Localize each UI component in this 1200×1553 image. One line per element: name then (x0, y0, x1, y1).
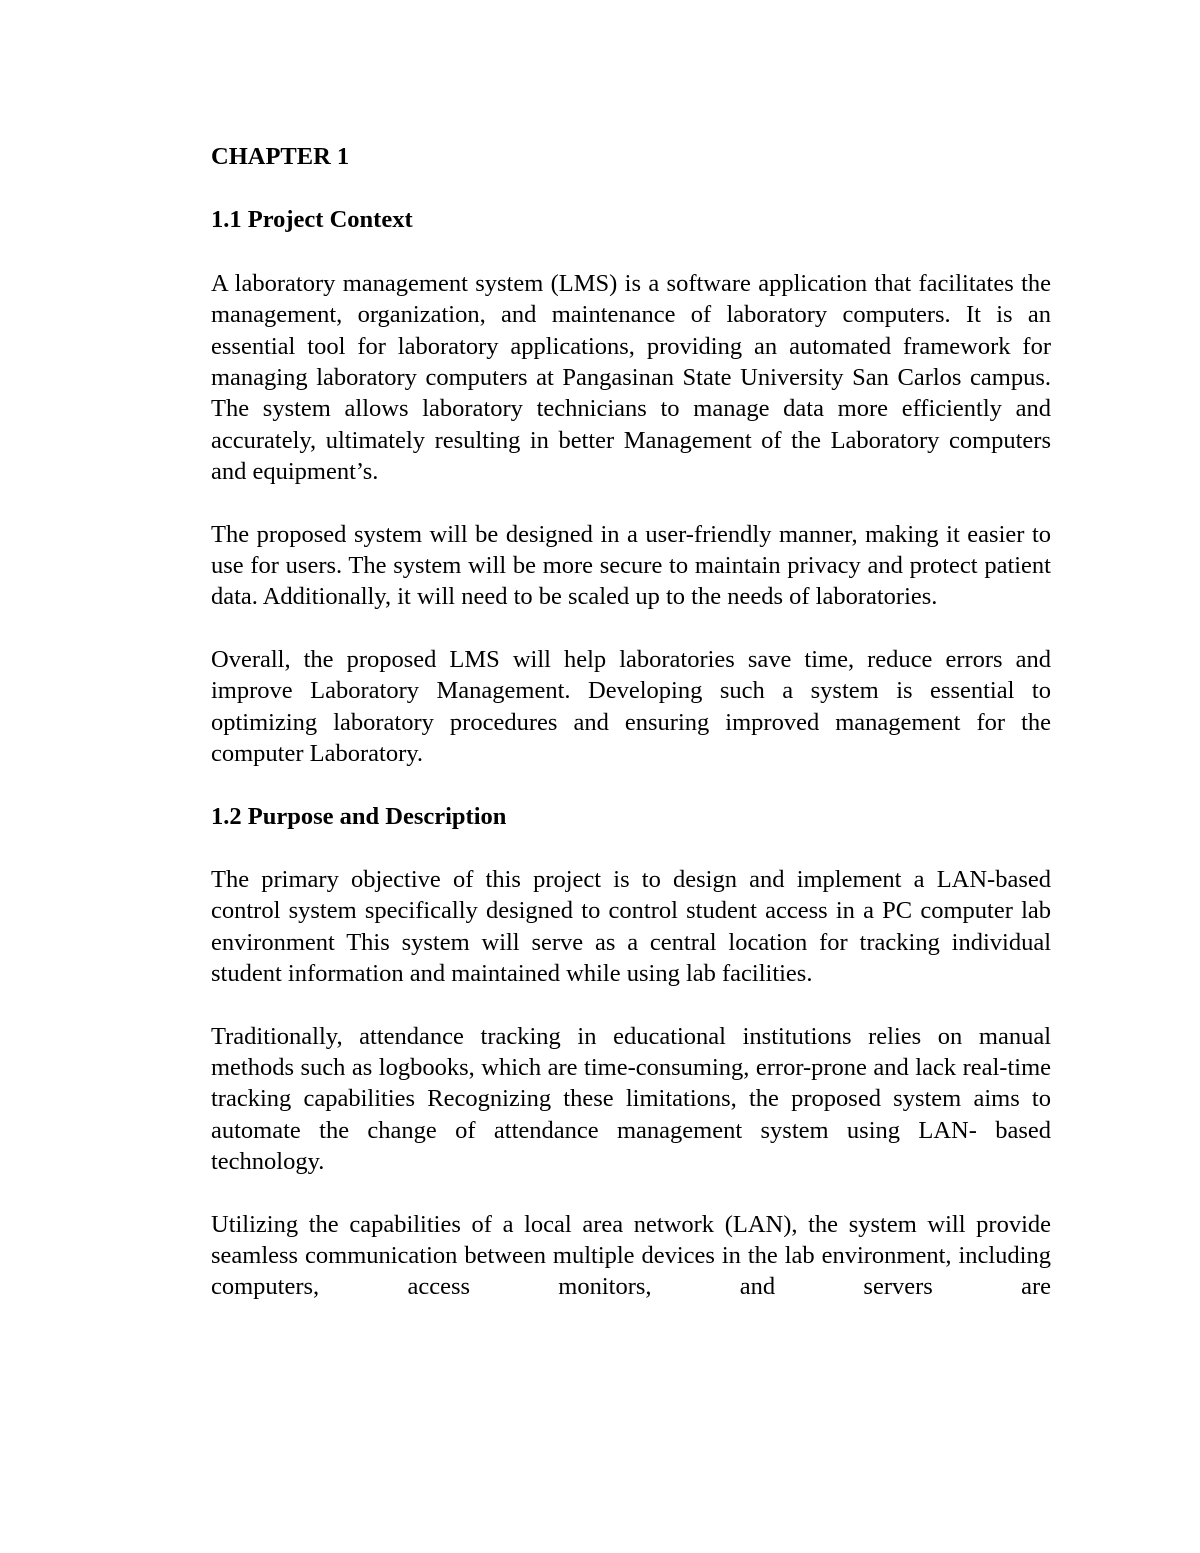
paragraph-primary-objective: The primary objective of this project is to design and implement a LAN-based control system specifically designed to control student access in a PC computer lab environment This system will serve as a central location for tracking individual student information and maintained while using lab facilities. (211, 865, 1051, 988)
section-heading-project-context: 1.1 Project Context (211, 206, 413, 234)
paragraph-lms-definition: A laboratory management system (LMS) is a software application that facilitates the management, organization, and maintenance of laboratory computers. It is an essential tool for laboratory applications, providing an automated framework for managing laboratory computers at Pangasinan State University San Carlos campus. The system allows laboratory technicians to manage data more efficiently and accurately, ultimately resulting in better Management of the Laboratory computers and equipment’s. (211, 269, 1051, 486)
document-page (211, 141, 1051, 1334)
section-heading-purpose-description: 1.2 Purpose and Description (211, 802, 507, 830)
paragraph-proposed-system: The proposed system will be designed in a user-friendly manner, making it easier to use for users. The system will be more secure to maintain privacy and protect patient data. Additionally, it will need to be scaled up to the needs of laboratories. (211, 520, 1051, 611)
chapter-title: CHAPTER 1 (211, 143, 350, 170)
paragraph-traditional-attendance: Traditionally, attendance tracking in educational institutions relies on manual methods such as logbooks, which are time-consuming, error-prone and lack real-time tracking capabilities Recognizing these limitations, the proposed system aims to automate the change of attendance management system using LAN- based technology. (211, 1022, 1051, 1176)
paragraph-lan-capabilities: Utilizing the capabilities of a local area network (LAN), the system will provide seamless communication between multiple devices in the lab environment, including computers, access monitors, and servers are (211, 1210, 1051, 1301)
paragraph-overall: Overall, the proposed LMS will help laboratories save time, reduce errors and improve Laboratory Management. Developing such a system is essential to optimizing laboratory procedures and ensuring improved management for the computer Laboratory. (211, 645, 1051, 768)
